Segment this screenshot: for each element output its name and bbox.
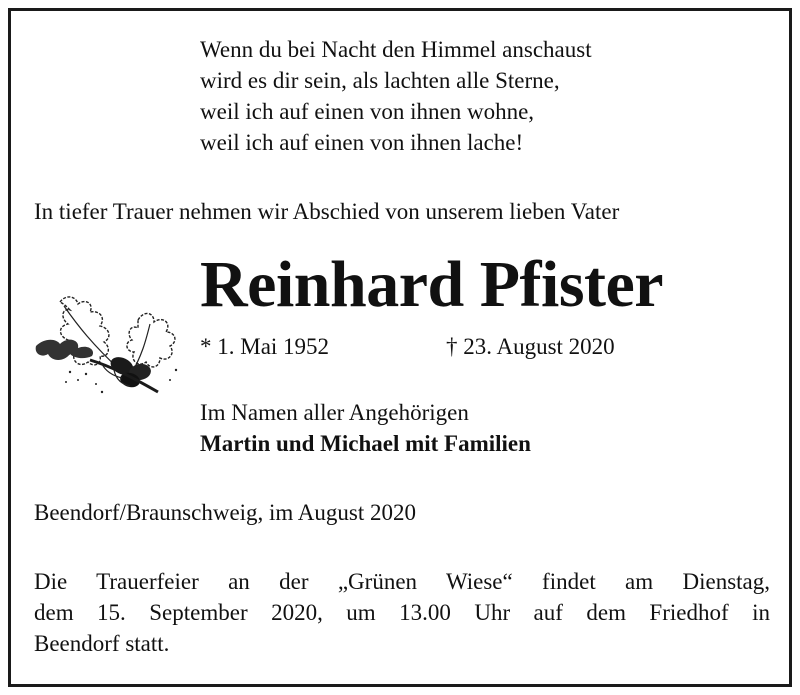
death-date: † 23. August 2020 [446, 334, 615, 359]
poem-line: Wenn du bei Nacht den Himmel anschaust [200, 37, 592, 62]
intro-text: In tiefer Trauer nehmen wir Abschied von unserem lieben Vater [34, 199, 620, 224]
deceased-name: Reinhard Pfister [200, 248, 664, 321]
signature-names: Martin und Michael mit Familien [200, 431, 531, 456]
poem-line: weil ich auf einen von ihnen wohne, [200, 99, 535, 124]
birth-date: * 1. Mai 1952 [200, 334, 330, 359]
poem-line: wird es dir sein, als lachten alle Sterne, [200, 68, 560, 93]
poem [200, 34, 592, 158]
oak-leaf-icon [30, 280, 195, 405]
signature-line: Im Namen aller Angehörigen [200, 400, 469, 425]
funeral-line: Die Trauerfeier an der „Grünen Wiese“ findet am Dienstag, [34, 569, 770, 594]
poem-line: weil ich auf einen von ihnen lache! [200, 130, 524, 155]
funeral-line: Beendorf statt. [34, 631, 170, 656]
funeral-notice [34, 566, 770, 659]
place-date: Beendorf/Braunschweig, im August 2020 [34, 500, 417, 525]
funeral-line: dem 15. September 2020, um 13.00 Uhr auf dem Friedhof in [34, 600, 770, 625]
